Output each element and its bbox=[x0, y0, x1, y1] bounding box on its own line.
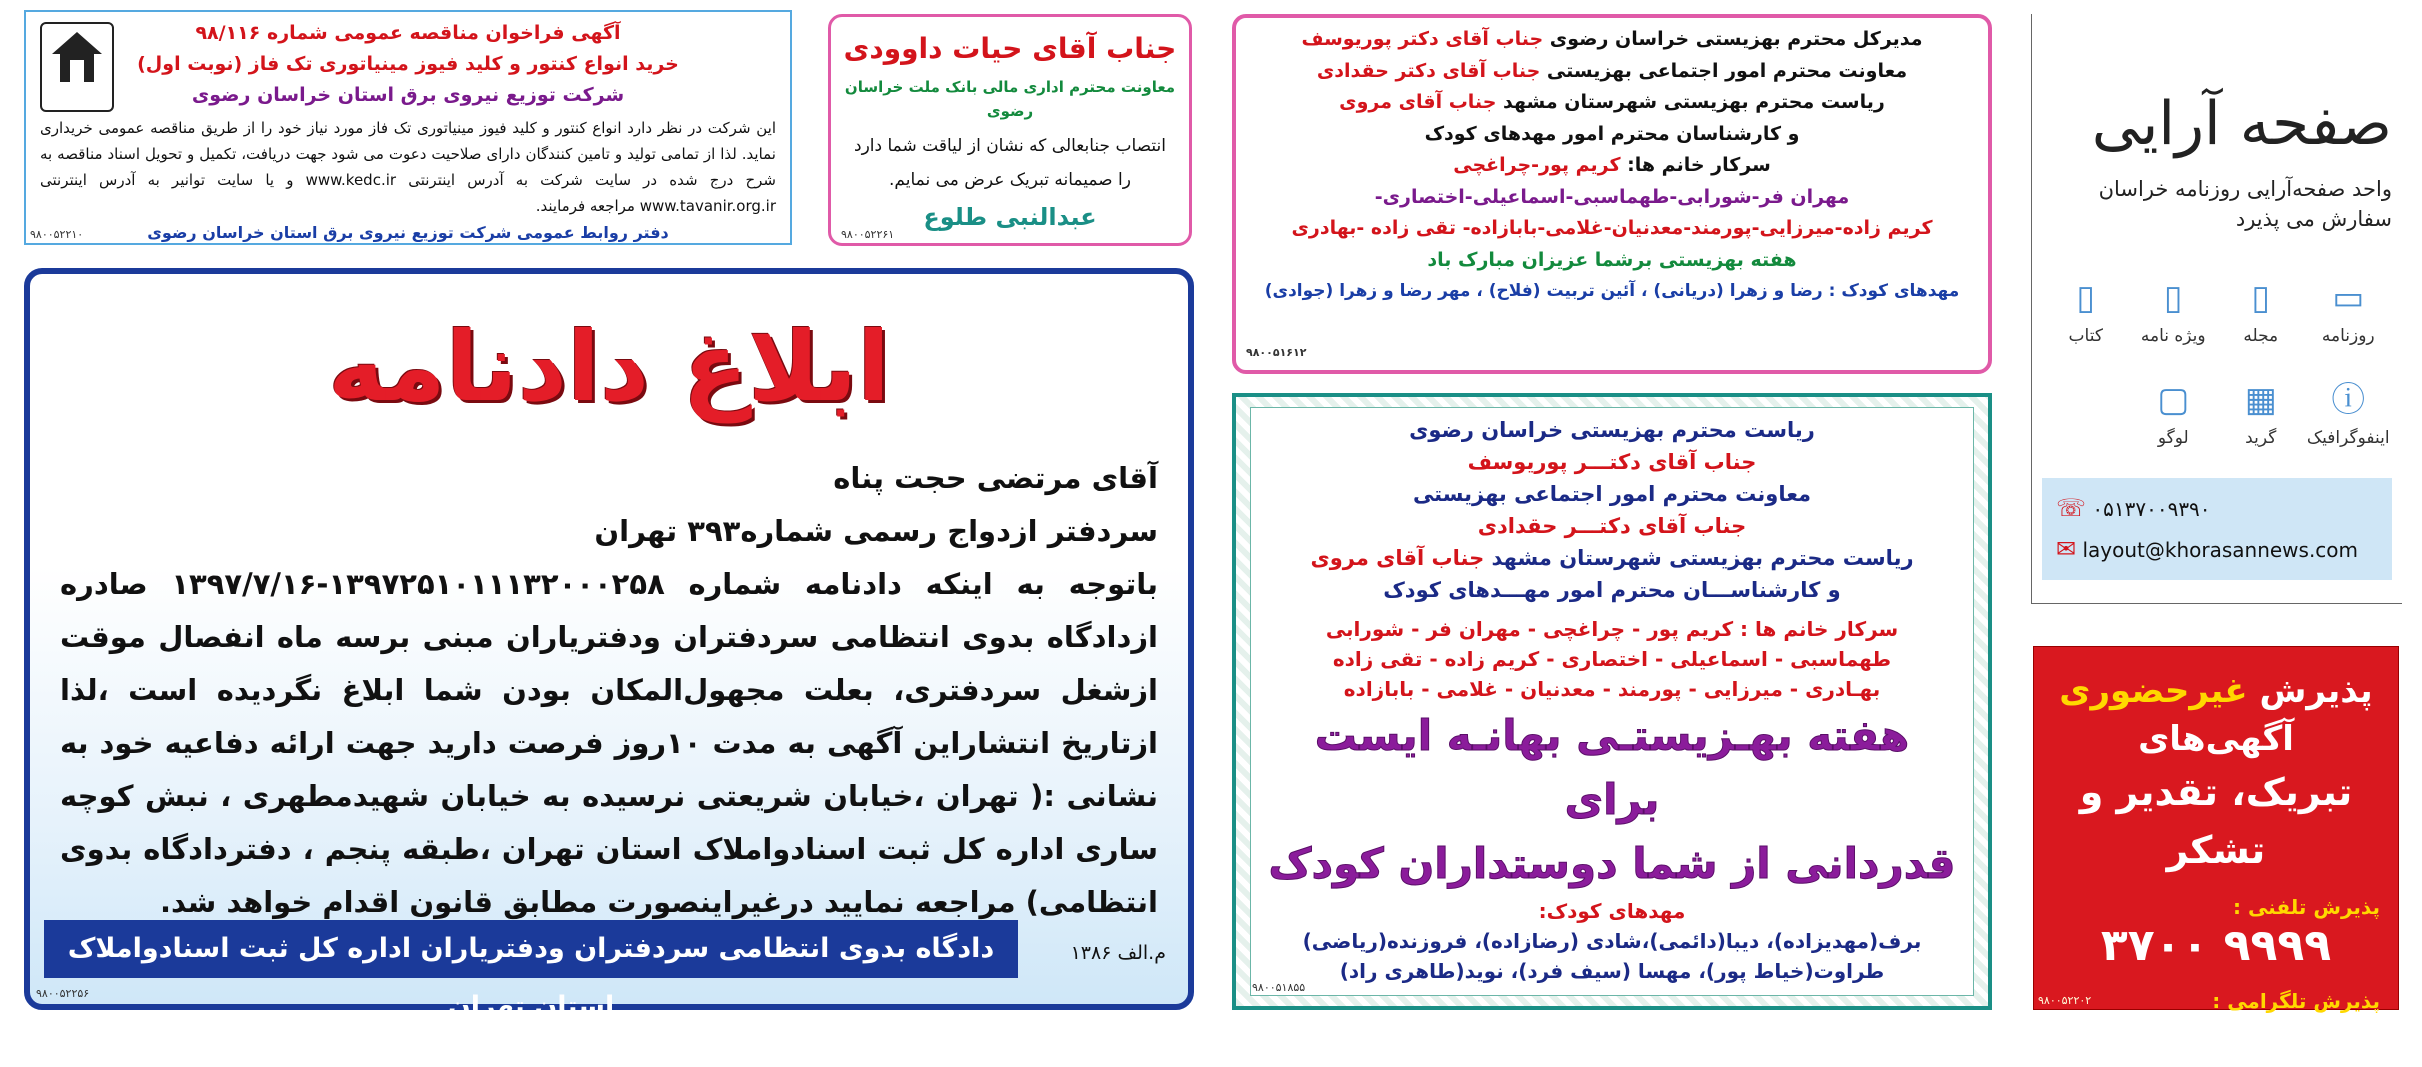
behz1-line-3: ریاست محترم بهزیستی شهرستان مشهد جناب آقای مروی bbox=[1339, 91, 1885, 113]
service-book: ▯ کتاب bbox=[2042, 270, 2130, 346]
infographic-icon: ⓘ bbox=[2331, 380, 2366, 420]
tender-notice bbox=[24, 10, 792, 245]
tender-body: این شرکت در نظر دارد انواع کنتور و کلید فیوز مینیاتوری تک فاز مورد نیاز خود را از طریق مناقصه عمومی خریداری نماید. لذا از تمامی تولید و تامین کنندگان دارای صلاحیت دعوت می شود جهت دریافت، تکمیل و تحویل اسناد مناقصه به شرح درج شده در سایت شرکت به آدرس اینترنتی www.kedc.ir و یا سایت توانیر به آدرس اینترنتی www.tavanir.org.ir مراجعه فرمایند. bbox=[40, 119, 776, 215]
logo-icon: ▢ bbox=[2157, 380, 2190, 420]
congrats-message-1: انتصاب جنابعالی که نشان از لیاقت شما دارد bbox=[854, 136, 1166, 156]
mail-icon: ✉ bbox=[2056, 535, 2077, 563]
behz2-line-3: معاونت محترم امور اجتماعی بهزیستی bbox=[1412, 482, 1812, 506]
behz2-line-8: طهماسبی - اسماعیلی - اختصاری - کریم زاده - تقی زاده bbox=[1332, 647, 1892, 671]
behz1-line-5: سرکار خانم ها: کریم پور-چراغچی bbox=[1453, 154, 1771, 176]
honoree-name: جناب آقای حیات داوودی bbox=[843, 32, 1177, 65]
ad-code: ۹۸۰۰۵۲۲۶۱ bbox=[841, 228, 895, 241]
layout-service-sidebar bbox=[2031, 14, 2402, 604]
kindergartens-line-1: برف(مهدیزاده)، دیبا(دائمی)،شادی (رضازاده)، فروزنده(ریاضی) bbox=[1302, 929, 1922, 953]
sidebar-subtitle-2: سفارش می پذیرد bbox=[2235, 207, 2392, 231]
behz2-line-1: ریاست محترم بهزیستی خراسان رضوی bbox=[1409, 418, 1815, 442]
phone-number: ۰۵۱۳۷۰۰۹۳۹۰ bbox=[2092, 497, 2211, 521]
newspaper-icon: ▭ bbox=[2332, 278, 2365, 318]
davoodi-congrats-ad bbox=[828, 14, 1192, 246]
phone-label: پذیرش تلفنی : bbox=[2232, 895, 2380, 919]
tender-footer: دفتر روابط عمومی شرکت توزیع نیروی برق استان خراسان رضوی bbox=[147, 223, 669, 242]
kindergartens-line-2: طراوت(خیاط پور)، مهسا (سیف فرد)، نوید(طاهری راد) bbox=[1339, 959, 1885, 983]
signature: عبدالنبی طلوع bbox=[923, 203, 1097, 231]
ad-code: ۹۸۰۰۵۲۲۰۲ bbox=[2038, 994, 2092, 1007]
behz1-line-1: مدیرکل محترم بهزیستی خراسان رضوی جناب آقای دکتر پوریوسف bbox=[1301, 28, 1923, 50]
ad-code: ۹۸۰۰۵۱۶۱۲ bbox=[1246, 345, 1307, 359]
phone-icon: ☏ bbox=[2056, 494, 2087, 522]
behz1-line-7: کریم زاده-میرزایی-پورمند-معدنیان-غلامی-بابازاده- تقی زاده -بهادری bbox=[1291, 217, 1933, 239]
contact-box bbox=[2042, 478, 2392, 580]
tender-subject: خرید انواع کنتور و کلید فیوز مینیاتوری تک فاز (نوبت اول) bbox=[137, 53, 679, 75]
ad-code: ۹۸۰۰۵۲۲۵۶ bbox=[36, 987, 90, 1000]
ad-code: ۹۸۰۰۵۱۸۵۵ bbox=[1252, 981, 1306, 994]
kindergartens-label: مهدهای کودک: bbox=[1538, 899, 1686, 923]
tender-title: آگهی فراخوان مناقصه عمومی شماره ۹۸/۱۱۶ bbox=[195, 22, 621, 44]
behz2-slogan-1: هفته بهـزیستـی بهانـه ایست برای bbox=[1314, 711, 1910, 824]
office: سردفتر ازدواج رسمی شماره۳۹۳ تهران bbox=[594, 514, 1158, 548]
behz1-line-2: معاونت محترم امور اجتماعی بهزیستی جناب آقای دکتر حقدادی bbox=[1316, 59, 1908, 82]
telegram-label: پذیرش تلگرامی : bbox=[2212, 989, 2380, 1013]
magazine-icon: ▯ bbox=[2251, 278, 2271, 318]
service-grid: ▦ گرید bbox=[2217, 372, 2305, 448]
sidebar-subtitle-1: واحد صفحه‌آرایی روزنامه خراسان bbox=[2098, 177, 2392, 201]
grid-icon: ▦ bbox=[2244, 380, 2277, 420]
congrats-ad-promo bbox=[2033, 646, 2399, 1065]
behz2-line-4: جناب آقای دکتـــر حقدادی bbox=[1477, 514, 1747, 538]
promo-telegram: ۰۹۱۵۴۷۱۱۳۰۰ bbox=[2068, 1014, 2364, 1065]
reference-number: م.الف ۱۳۸۶ bbox=[1070, 942, 1166, 964]
behz1-line-8: هفته بهزیستی برشما عزیزان مبارک باد bbox=[1427, 248, 1797, 271]
behzisti-week-ad bbox=[1232, 393, 1992, 1010]
verdict-text: باتوجه به اینکه دادنامه شماره ۱۳۹۷۲۵۱۰۱۱۱۳۲۰۰۰۲۵۸-۱۳۹۷/۷/۱۶ صادره ازدادگاه بدوی انتظامی سردفتران ودفتریاران مبنی برسه ماه انفصال موقت ازشغل سردفتری، بعلت مجهول‌المکان بودن شما ابلاغ نگردیده است ،لذا ازتاریخ انتشاراین آگهی به مدت ۱۰روز فرصت دارید جهت ارائه دفاعیه خود به نشانی :( تهران ،خیابان شریعتی نرسیده به خیابان شهیدمطهری ، نبش کوچه ساری اداره کل ثبت اسنادواملاک استان تهران ،طبقه پنجم ، دفتردادگاه بدوی انتظامی) مراجعه نمایید درغیراینصورت مطابق قانون اقدام خواهد شد. bbox=[60, 567, 1158, 919]
behz1-line-4: و کارشناسان محترم امور مهدهای کودک bbox=[1424, 122, 1800, 145]
behz2-line-2: جناب آقای دکتـــر پوریوسف bbox=[1467, 450, 1757, 474]
service-logo: ▢ لوگو bbox=[2130, 372, 2218, 448]
book-icon: ▯ bbox=[2076, 278, 2096, 318]
ad-code: ۹۸۰۰۵۲۲۱۰ bbox=[30, 228, 84, 241]
service-infographic: ⓘ اینفوگرافیک bbox=[2305, 372, 2393, 448]
promo-subheadline: تبریک، تقدیر و تشکر bbox=[2079, 770, 2353, 872]
promo-phone: ۳۷۰۰ ۹۹۹۹ bbox=[2100, 920, 2332, 971]
behz2-slogan-2: قدردانی از شما دوستداران کودک bbox=[1268, 839, 1956, 888]
court-verdict-notice bbox=[24, 268, 1194, 1022]
behz1-line-9: مهدهای کودک : رضا و زهرا (دریانی) ، آئین تربیت (فلاح) ، مهر رضا و زهرا (جوادی) bbox=[1264, 281, 1960, 301]
service-magazine: ▯ مجله bbox=[2217, 270, 2305, 346]
notice-title: ابلاغ دادنامه bbox=[327, 311, 891, 423]
electric-company-logo bbox=[40, 22, 114, 112]
behz2-line-5: ریاست محترم بهزیستی شهرستان مشهد جناب آقای مروی bbox=[1310, 546, 1914, 570]
behzisti-congrats-ad bbox=[1232, 14, 1992, 374]
behz2-line-9: بهـادری - میرزایی - پورمند - معدنیان - غلامی - بابازاده bbox=[1343, 677, 1881, 701]
phone-row bbox=[2056, 488, 2378, 529]
email-address: layout@khorasannews.com bbox=[2082, 538, 2359, 562]
sidebar-title: صفحه آرایی bbox=[2091, 89, 2392, 159]
service-special-issue: ▯ ویژه نامه bbox=[2130, 270, 2218, 346]
addressee: آقای مرتضی حجت پناه bbox=[833, 461, 1158, 495]
service-icons bbox=[2042, 270, 2392, 448]
congrats-message-2: را صمیمانه تبریک عرض می نمایم. bbox=[889, 170, 1131, 190]
court-name-band: دادگاه بدوی انتظامی سردفتران ودفتریاران اداره کل ثبت اسنادواملاک استان تهران bbox=[44, 920, 1018, 978]
behz2-line-7: سرکار خانم ها : کریم پور - چراغچی - مهران فر - شورابی bbox=[1325, 617, 1899, 641]
tender-company: شرکت توزیع نیروی برق استان خراسان رضوی bbox=[191, 84, 625, 106]
special-issue-icon: ▯ bbox=[2163, 278, 2183, 318]
behz2-line-6: و کارشناســـان محترم امور مهـــدهای کودک bbox=[1383, 578, 1841, 602]
promo-headline: پذیرش غیرحضوری آگهی‌های bbox=[2059, 671, 2373, 759]
notice-body bbox=[60, 452, 1158, 929]
service-newspaper: ▭ روزنامه bbox=[2305, 270, 2393, 346]
email-row bbox=[2056, 529, 2378, 570]
honoree-role: معاونت محترم اداری مالی بانک ملت خراسان رضوی bbox=[844, 78, 1176, 120]
behz1-line-6: مهران فر-شورابی-طهماسبی-اسماعیلی-اختصاری- bbox=[1374, 185, 1850, 208]
